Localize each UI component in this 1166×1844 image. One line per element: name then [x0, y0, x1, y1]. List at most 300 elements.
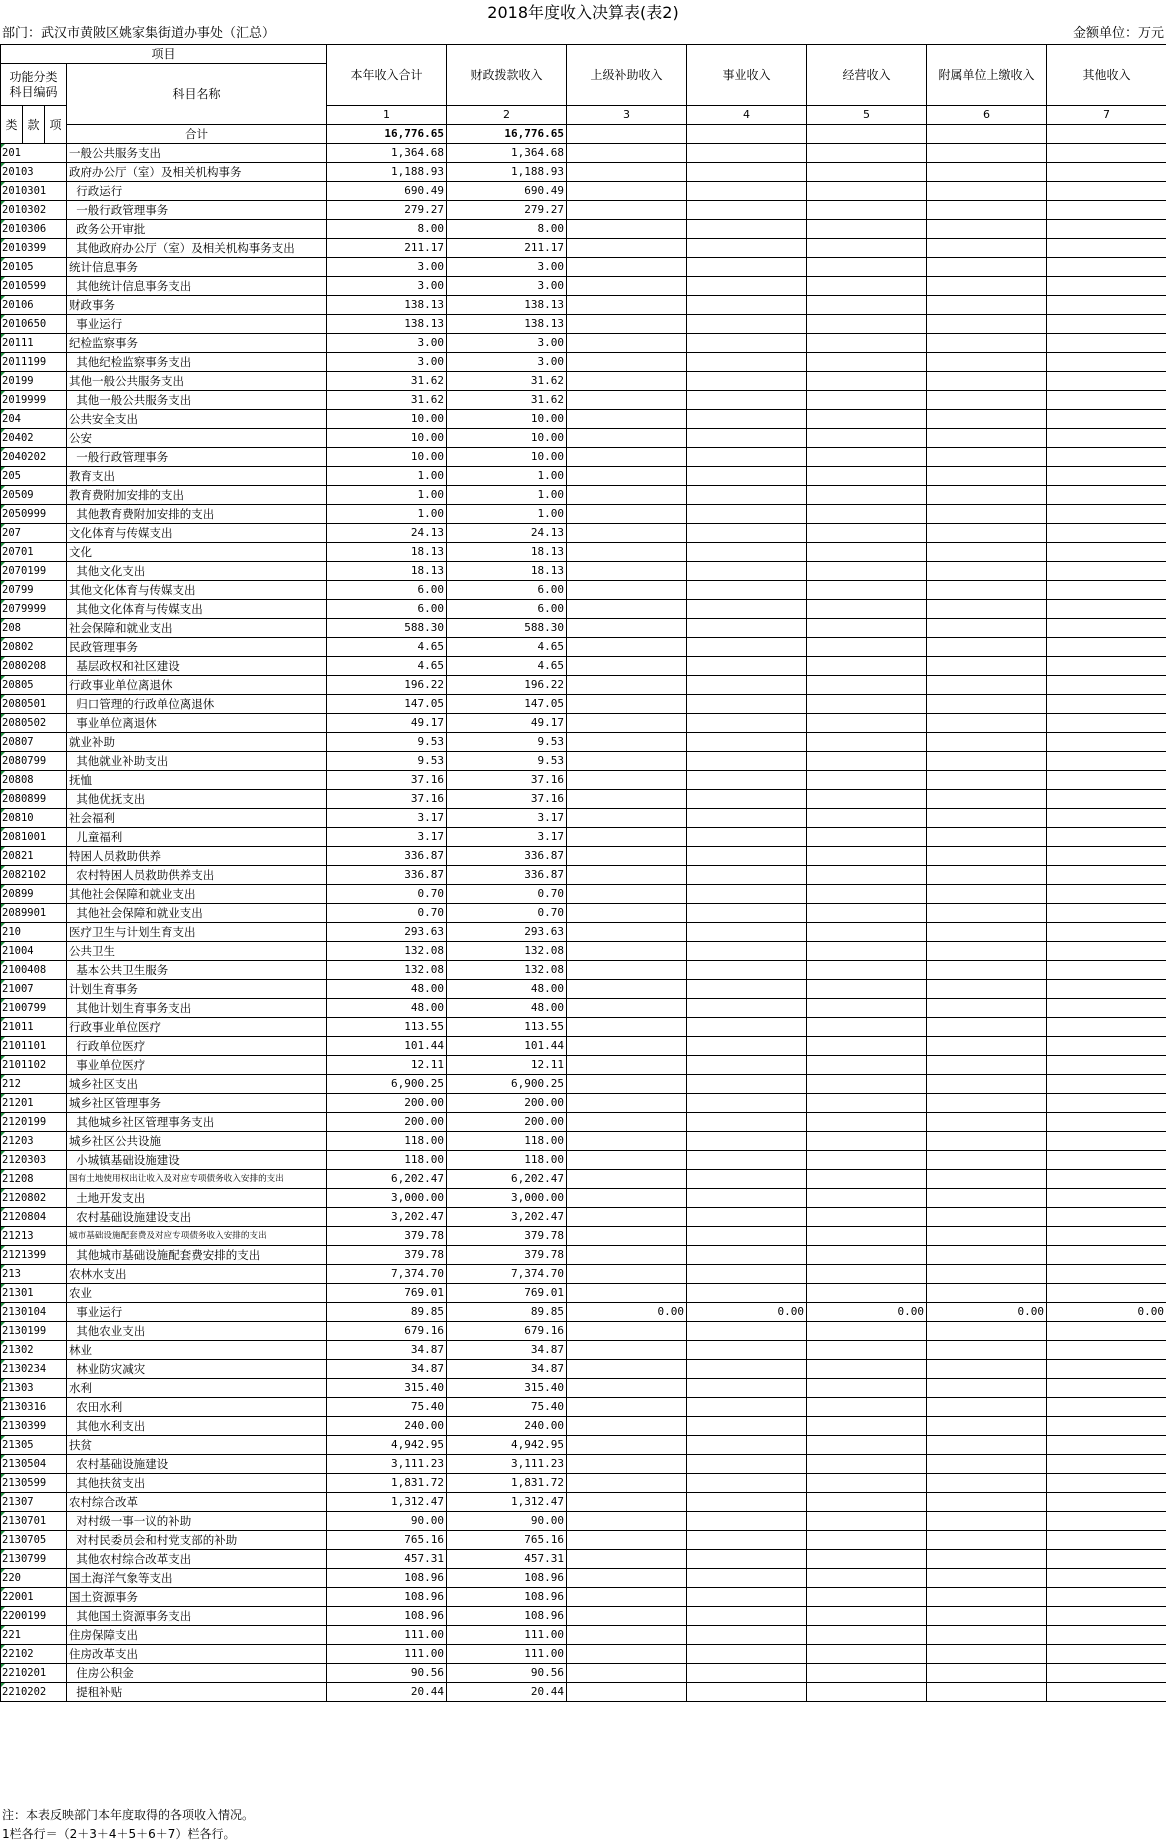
- total-label: 合计: [67, 125, 327, 144]
- row-code: 2100408: [1, 961, 67, 980]
- row-v2: 3.17: [447, 828, 567, 847]
- row-v2: 6.00: [447, 581, 567, 600]
- row-v1: 3.00: [327, 258, 447, 277]
- row-v3: [567, 771, 687, 790]
- row-name: 基层政权和社区建设: [67, 657, 327, 676]
- row-v4: [687, 809, 807, 828]
- row-v7: [1047, 1645, 1166, 1664]
- row-v1: 10.00: [327, 429, 447, 448]
- row-code: 2101102: [1, 1056, 67, 1075]
- row-v2: 1.00: [447, 505, 567, 524]
- row-v6: [927, 695, 1047, 714]
- row-code: 2081001: [1, 828, 67, 847]
- row-v6: [927, 144, 1047, 163]
- row-v3: [567, 1246, 687, 1265]
- row-v5: [807, 1436, 927, 1455]
- row-v4: [687, 999, 807, 1018]
- row-v6: [927, 334, 1047, 353]
- row-v4: [687, 1588, 807, 1607]
- row-v3: [567, 1569, 687, 1588]
- table-row: [1, 372, 1166, 391]
- row-name: 农村特困人员救助供养支出: [67, 866, 327, 885]
- row-v6: [927, 1056, 1047, 1075]
- row-v1: 3.00: [327, 353, 447, 372]
- row-v7: [1047, 258, 1166, 277]
- row-name: 农业: [67, 1284, 327, 1303]
- row-v5: [807, 296, 927, 315]
- table-row: [1, 1075, 1166, 1094]
- row-v7: [1047, 1531, 1166, 1550]
- row-name: 一般公共服务支出: [67, 144, 327, 163]
- row-name: 一般行政管理事务: [67, 201, 327, 220]
- table-row: [1, 296, 1166, 315]
- row-v6: [927, 1170, 1047, 1189]
- row-v5: [807, 163, 927, 182]
- row-v4: [687, 391, 807, 410]
- row-v2: 6,202.47: [447, 1170, 567, 1189]
- row-v1: 3.17: [327, 828, 447, 847]
- row-v4: [687, 790, 807, 809]
- row-v4: [687, 296, 807, 315]
- row-v6: [927, 1588, 1047, 1607]
- row-v2: 49.17: [447, 714, 567, 733]
- row-v5: [807, 1588, 927, 1607]
- row-name: 农田水利: [67, 1398, 327, 1417]
- row-v6: [927, 182, 1047, 201]
- row-v2: 336.87: [447, 866, 567, 885]
- row-v7: [1047, 1075, 1166, 1094]
- row-v5: [807, 1018, 927, 1037]
- row-v7: 0.00: [1047, 1303, 1166, 1322]
- row-v2: 1.00: [447, 486, 567, 505]
- row-v5: [807, 1284, 927, 1303]
- row-name: 特困人员救助供养: [67, 847, 327, 866]
- row-v7: [1047, 885, 1166, 904]
- row-v5: [807, 999, 927, 1018]
- row-v2: 90.56: [447, 1664, 567, 1683]
- table-row: [1, 1208, 1166, 1227]
- row-v7: [1047, 619, 1166, 638]
- row-v4: [687, 733, 807, 752]
- row-name: 就业补助: [67, 733, 327, 752]
- row-v4: [687, 1018, 807, 1037]
- row-v1: 118.00: [327, 1132, 447, 1151]
- row-v2: 0.70: [447, 904, 567, 923]
- table-row: [1, 562, 1166, 581]
- row-v7: [1047, 315, 1166, 334]
- row-v3: [567, 562, 687, 581]
- row-v1: 48.00: [327, 980, 447, 999]
- table-row: [1, 1664, 1166, 1683]
- row-name: 事业单位离退休: [67, 714, 327, 733]
- table-row: [1, 353, 1166, 372]
- row-code: 21305: [1, 1436, 67, 1455]
- row-v3: [567, 1056, 687, 1075]
- row-v6: [927, 1417, 1047, 1436]
- row-v3: [567, 1132, 687, 1151]
- row-v1: 132.08: [327, 942, 447, 961]
- row-v1: 18.13: [327, 543, 447, 562]
- row-v7: [1047, 676, 1166, 695]
- row-v4: [687, 885, 807, 904]
- row-code: 20103: [1, 163, 67, 182]
- table-row: [1, 676, 1166, 695]
- row-v5: [807, 1493, 927, 1512]
- row-v7: [1047, 1284, 1166, 1303]
- row-v6: [927, 1398, 1047, 1417]
- row-v2: 588.30: [447, 619, 567, 638]
- row-v1: 0.70: [327, 904, 447, 923]
- row-code: 20810: [1, 809, 67, 828]
- row-v2: 6,900.25: [447, 1075, 567, 1094]
- row-v4: [687, 163, 807, 182]
- row-v3: [567, 353, 687, 372]
- row-v2: 315.40: [447, 1379, 567, 1398]
- row-v1: 765.16: [327, 1531, 447, 1550]
- row-v7: [1047, 1379, 1166, 1398]
- row-v3: [567, 733, 687, 752]
- header-row-project: [1, 45, 1166, 64]
- row-v4: [687, 866, 807, 885]
- row-v1: 4,942.95: [327, 1436, 447, 1455]
- header-col-3: 上级补助收入: [567, 45, 687, 106]
- row-v4: [687, 1094, 807, 1113]
- row-v3: [567, 1531, 687, 1550]
- row-v4: [687, 372, 807, 391]
- header-col-2: 财政拨款收入: [447, 45, 567, 106]
- row-code: 2130701: [1, 1512, 67, 1531]
- row-v7: [1047, 429, 1166, 448]
- row-v6: [927, 562, 1047, 581]
- row-v5: [807, 942, 927, 961]
- row-v6: [927, 1246, 1047, 1265]
- table-row: [1, 277, 1166, 296]
- row-v3: [567, 942, 687, 961]
- table-row: [1, 980, 1166, 999]
- row-v5: [807, 1037, 927, 1056]
- row-v4: [687, 1417, 807, 1436]
- row-v5: [807, 752, 927, 771]
- row-v1: 1.00: [327, 505, 447, 524]
- row-v3: [567, 1379, 687, 1398]
- table-row: [1, 714, 1166, 733]
- row-v3: [567, 1037, 687, 1056]
- row-v2: 111.00: [447, 1626, 567, 1645]
- row-v5: [807, 657, 927, 676]
- row-v5: [807, 714, 927, 733]
- row-v6: [927, 657, 1047, 676]
- row-code: 20805: [1, 676, 67, 695]
- row-v5: [807, 1398, 927, 1417]
- row-v6: [927, 866, 1047, 885]
- row-v5: [807, 771, 927, 790]
- row-v3: [567, 505, 687, 524]
- table-row: [1, 847, 1166, 866]
- row-v2: 89.85: [447, 1303, 567, 1322]
- row-v6: [927, 315, 1047, 334]
- row-name: 其他农村综合改革支出: [67, 1550, 327, 1569]
- row-v3: [567, 334, 687, 353]
- row-v4: [687, 1265, 807, 1284]
- table-row: [1, 1512, 1166, 1531]
- table-row: [1, 1094, 1166, 1113]
- row-name: 行政事业单位离退休: [67, 676, 327, 695]
- row-code: 2040202: [1, 448, 67, 467]
- row-v3: [567, 239, 687, 258]
- row-code: 2010650: [1, 315, 67, 334]
- row-v1: 113.55: [327, 1018, 447, 1037]
- row-v5: [807, 1550, 927, 1569]
- row-code: 21203: [1, 1132, 67, 1151]
- row-v6: [927, 372, 1047, 391]
- row-v2: 6.00: [447, 600, 567, 619]
- row-v5: [807, 904, 927, 923]
- row-v4: [687, 1341, 807, 1360]
- row-code: 20799: [1, 581, 67, 600]
- row-v1: 679.16: [327, 1322, 447, 1341]
- row-name: 城市基础设施配套费及对应专项债务收入安排的支出: [67, 1227, 327, 1246]
- row-name: 其他城乡社区管理事务支出: [67, 1113, 327, 1132]
- table-row: [1, 410, 1166, 429]
- row-v4: [687, 600, 807, 619]
- row-v7: [1047, 714, 1166, 733]
- row-v2: 765.16: [447, 1531, 567, 1550]
- row-v7: [1047, 1056, 1166, 1075]
- row-code: 2130104: [1, 1303, 67, 1322]
- row-v3: [567, 524, 687, 543]
- row-v7: [1047, 1626, 1166, 1645]
- row-name: 公安: [67, 429, 327, 448]
- row-v7: [1047, 1094, 1166, 1113]
- row-v4: [687, 961, 807, 980]
- row-v3: [567, 752, 687, 771]
- row-v3: [567, 220, 687, 239]
- table-row: [1, 942, 1166, 961]
- row-v6: [927, 1455, 1047, 1474]
- row-v4: [687, 1113, 807, 1132]
- row-v5: [807, 1379, 927, 1398]
- row-v1: 690.49: [327, 182, 447, 201]
- row-v6: [927, 353, 1047, 372]
- row-v1: 108.96: [327, 1588, 447, 1607]
- row-code: 21307: [1, 1493, 67, 1512]
- row-v3: [567, 429, 687, 448]
- row-code: 20402: [1, 429, 67, 448]
- table-row: [1, 1436, 1166, 1455]
- row-name: 教育支出: [67, 467, 327, 486]
- row-v5: [807, 847, 927, 866]
- row-v3: [567, 1664, 687, 1683]
- row-v7: [1047, 980, 1166, 999]
- row-name: 政府办公厅（室）及相关机构事务: [67, 163, 327, 182]
- row-v5: [807, 1132, 927, 1151]
- row-v4: [687, 942, 807, 961]
- table-row: [1, 220, 1166, 239]
- row-v1: 315.40: [327, 1379, 447, 1398]
- row-v5: [807, 828, 927, 847]
- row-v2: 3,000.00: [447, 1189, 567, 1208]
- row-v4: [687, 1569, 807, 1588]
- row-v6: [927, 1664, 1047, 1683]
- row-code: 2120303: [1, 1151, 67, 1170]
- row-v3: [567, 372, 687, 391]
- row-name: 其他一般公共服务支出: [67, 372, 327, 391]
- row-v1: 293.63: [327, 923, 447, 942]
- table-row: [1, 790, 1166, 809]
- row-v6: [927, 581, 1047, 600]
- row-code: 21213: [1, 1227, 67, 1246]
- table-row: [1, 1037, 1166, 1056]
- unit-label: 金额单位：万元: [1072, 26, 1164, 41]
- row-code: 208: [1, 619, 67, 638]
- row-name: 其他教育费附加安排的支出: [67, 505, 327, 524]
- row-v6: [927, 942, 1047, 961]
- row-name: 儿童福利: [67, 828, 327, 847]
- row-v7: [1047, 1322, 1166, 1341]
- row-v2: 18.13: [447, 562, 567, 581]
- row-v3: [567, 1284, 687, 1303]
- row-v4: [687, 676, 807, 695]
- table-row: [1, 1588, 1166, 1607]
- row-v6: [927, 1151, 1047, 1170]
- row-code: 2010306: [1, 220, 67, 239]
- row-v7: [1047, 828, 1166, 847]
- table-row: [1, 999, 1166, 1018]
- row-v4: [687, 1151, 807, 1170]
- table-row: [1, 1645, 1166, 1664]
- row-name: 住房改革支出: [67, 1645, 327, 1664]
- row-v2: 147.05: [447, 695, 567, 714]
- row-v3: [567, 581, 687, 600]
- row-v3: [567, 1018, 687, 1037]
- row-v2: 101.44: [447, 1037, 567, 1056]
- row-v1: 3.17: [327, 809, 447, 828]
- row-v1: 20.44: [327, 1683, 447, 1702]
- header-xiang: 项: [45, 106, 67, 144]
- table-row: [1, 1322, 1166, 1341]
- row-v4: [687, 1132, 807, 1151]
- row-v5: [807, 638, 927, 657]
- row-code: 2080799: [1, 752, 67, 771]
- row-code: 2089901: [1, 904, 67, 923]
- row-v7: [1047, 220, 1166, 239]
- row-v5: [807, 448, 927, 467]
- row-v1: 34.87: [327, 1341, 447, 1360]
- row-v3: [567, 676, 687, 695]
- row-v6: [927, 1531, 1047, 1550]
- table-row: [1, 1056, 1166, 1075]
- table-row: [1, 1132, 1166, 1151]
- row-v2: 200.00: [447, 1094, 567, 1113]
- row-v7: [1047, 467, 1166, 486]
- row-v5: [807, 1151, 927, 1170]
- row-v6: [927, 904, 1047, 923]
- header-col-1: 本年收入合计: [327, 45, 447, 106]
- row-v3: [567, 1683, 687, 1702]
- row-name: 住房保障支出: [67, 1626, 327, 1645]
- row-name: 公共安全支出: [67, 410, 327, 429]
- row-v6: [927, 923, 1047, 942]
- row-v1: 336.87: [327, 847, 447, 866]
- row-name: 统计信息事务: [67, 258, 327, 277]
- row-v6: [927, 733, 1047, 752]
- row-v3: [567, 1607, 687, 1626]
- table-row: [1, 600, 1166, 619]
- row-v2: 211.17: [447, 239, 567, 258]
- table-row: [1, 467, 1166, 486]
- row-v3: [567, 1550, 687, 1569]
- row-v2: 293.63: [447, 923, 567, 942]
- row-v2: 9.53: [447, 733, 567, 752]
- row-v5: [807, 1170, 927, 1189]
- table-row: [1, 904, 1166, 923]
- row-v4: [687, 277, 807, 296]
- row-v5: [807, 467, 927, 486]
- row-v6: [927, 1322, 1047, 1341]
- table-row: [1, 1303, 1166, 1322]
- row-v2: 196.22: [447, 676, 567, 695]
- row-v1: 90.56: [327, 1664, 447, 1683]
- row-v1: 7,374.70: [327, 1265, 447, 1284]
- table-row: [1, 1550, 1166, 1569]
- row-v1: 138.13: [327, 296, 447, 315]
- row-v1: 6,202.47: [327, 1170, 447, 1189]
- row-code: 2080502: [1, 714, 67, 733]
- row-v6: [927, 961, 1047, 980]
- row-v3: [567, 923, 687, 942]
- row-v5: [807, 486, 927, 505]
- row-code: 205: [1, 467, 67, 486]
- row-v5: [807, 1683, 927, 1702]
- row-v5: [807, 1094, 927, 1113]
- row-v5: [807, 1265, 927, 1284]
- row-v1: 108.96: [327, 1569, 447, 1588]
- row-v2: 10.00: [447, 429, 567, 448]
- income-table: [0, 44, 1166, 1702]
- row-code: 204: [1, 410, 67, 429]
- row-v7: [1047, 790, 1166, 809]
- row-v7: [1047, 809, 1166, 828]
- row-v3: [567, 999, 687, 1018]
- table-row: [1, 1151, 1166, 1170]
- table-row: [1, 1227, 1166, 1246]
- row-v1: 3.00: [327, 277, 447, 296]
- row-code: 221: [1, 1626, 67, 1645]
- row-name: 其他扶贫支出: [67, 1474, 327, 1493]
- row-v2: 4,942.95: [447, 1436, 567, 1455]
- row-name: 农村基础设施建设支出: [67, 1208, 327, 1227]
- row-v2: 118.00: [447, 1132, 567, 1151]
- row-v7: [1047, 1113, 1166, 1132]
- row-name: 文化: [67, 543, 327, 562]
- table-row: [1, 1569, 1166, 1588]
- row-v1: 4.65: [327, 657, 447, 676]
- row-v2: 10.00: [447, 410, 567, 429]
- row-code: 2210201: [1, 1664, 67, 1683]
- row-v2: 240.00: [447, 1417, 567, 1436]
- row-v7: [1047, 752, 1166, 771]
- row-code: 2010599: [1, 277, 67, 296]
- row-v2: 12.11: [447, 1056, 567, 1075]
- row-v3: [567, 1398, 687, 1417]
- row-v6: [927, 1550, 1047, 1569]
- row-v3: [567, 961, 687, 980]
- table-row: [1, 144, 1166, 163]
- row-v5: [807, 733, 927, 752]
- row-v1: 379.78: [327, 1227, 447, 1246]
- row-name: 城乡社区支出: [67, 1075, 327, 1094]
- row-v7: [1047, 961, 1166, 980]
